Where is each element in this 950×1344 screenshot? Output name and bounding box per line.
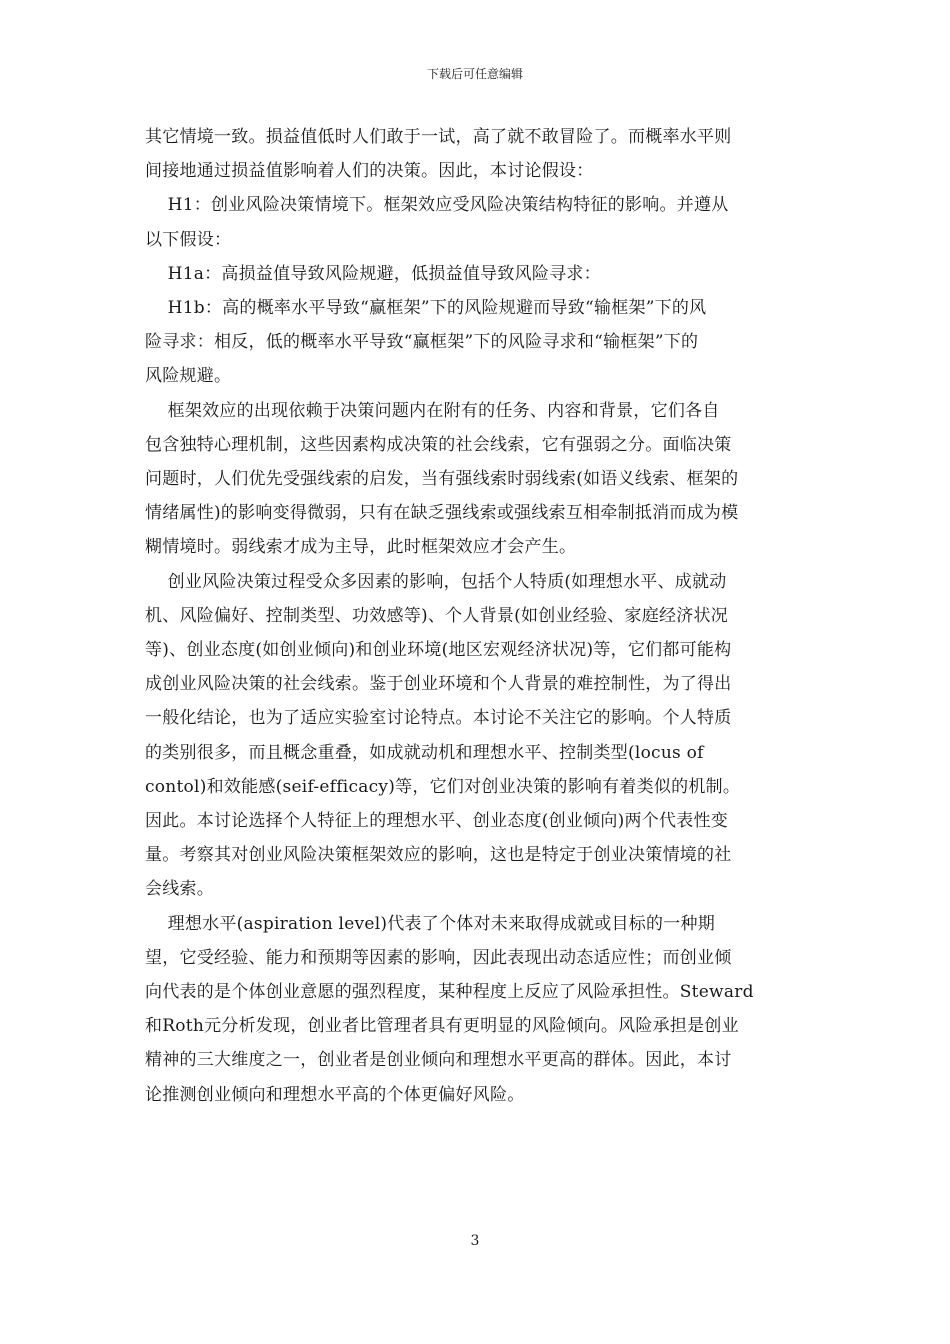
text-line: 论推测创业倾向和理想水平高的个体更偏好风险。: [145, 1084, 525, 1105]
text-line: 成创业风险决策的社会线索。鉴于创业环境和个人背景的难控制性，为了得出: [145, 674, 732, 695]
text-line: 精神的三大维度之一，创业者是创业倾向和理想水平更高的群体。因此，本讨: [145, 1050, 732, 1071]
text-line: H1b：高的概率水平导致“赢框架”下的风险规避而导致“输框架”下的风: [145, 298, 707, 319]
text-line: 理想水平(aspiration level)代表了个体对未来取得成就或目标的一种期: [145, 913, 716, 934]
text-line: 会线索。: [145, 879, 214, 900]
text-line: 因此。本讨论选择个人特征上的理想水平、创业态度(创业倾向)两个代表性变: [145, 811, 729, 832]
text-line: 其它情境一致。损益值低时人们敢于一试，高了就不敢冒险了。而概率水平则: [145, 127, 732, 147]
text-line: 问题时，人们优先受强线索的启发，当有强线索时弱线索(如语义线索、框架的: [145, 469, 739, 490]
text-line: 等)、创业态度(如创业倾向)和创业环境(地区宏观经济状况)等，它们都可能构: [145, 640, 732, 661]
text-line: 风险规避。: [145, 366, 232, 387]
text-line: 量。考察其对创业风险决策框架效应的影响，这也是特定于创业决策情境的社: [145, 845, 732, 866]
text-line: 间接地通过损益值影响着人们的决策。因此，本讨论假设：: [145, 161, 594, 182]
text-line: H1：创业风险决策情境下。框架效应受风险决策结构特征的影响。并遵从: [145, 195, 729, 216]
text-line: contol)和效能感(seif-efficacy)等，它们对创业决策的影响有着类似的机制。: [145, 776, 741, 797]
page-header: 下载后可任意编辑: [426, 67, 523, 81]
text-line: 险寻求：相反，低的概率水平导致“赢框架”下的风险寻求和“输框架”下的: [145, 332, 699, 353]
body-text: [145, 120, 807, 1112]
text-line: 包含独特心理机制，这些因素构成决策的社会线索，它有强弱之分。面临决策: [145, 434, 732, 455]
text-line: 机、风险偏好、控制类型、功效感等)、个人背景(如创业经验、家庭经济状况: [145, 605, 729, 626]
text-line: 和Roth元分析发现，创业者比管理者具有更明显的风险倾向。风险承担是创业: [145, 1016, 739, 1037]
text-line: 创业风险决策过程受众多因素的影响，包括个人特质(如理想水平、成就动: [145, 571, 727, 592]
page-number: 3: [470, 1233, 480, 1249]
text-line: 望，它受经验、能力和预期等因素的影响，因此表现出动态适应性；而创业倾: [145, 947, 732, 968]
text-line: 一般化结论，也为了适应实验室讨论特点。本讨论不关注它的影响。个人特质: [145, 708, 732, 729]
text-line: 糊情境时。弱线索才成为主导，此时框架效应才会产生。: [145, 537, 577, 558]
text-line: 以下假设：: [145, 229, 232, 250]
text-line: 的类别很多，而且概念重叠，如成就动机和理想水平、控制类型(locus of: [145, 742, 704, 763]
text-line: 框架效应的出现依赖于决策问题内在附有的任务、内容和背景，它们各自: [145, 400, 720, 421]
text-line: 向代表的是个体创业意愿的强烈程度，某种程度上反应了风险承担性。Steward: [145, 982, 754, 1003]
text-line: 情绪属性)的影响变得微弱，只有在缺乏强线索或强线索互相牵制抵消而成为模: [145, 503, 739, 524]
text-line: H1a：高损益值导致风险规避，低损益值导致风险寻求：: [145, 263, 601, 284]
